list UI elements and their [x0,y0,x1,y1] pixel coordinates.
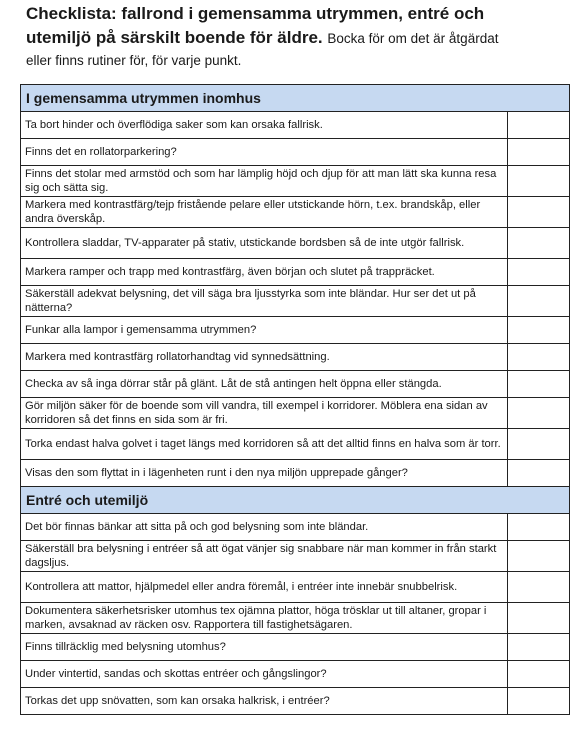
checklist-row [21,398,570,429]
checklist-row [21,688,570,715]
checkbox-cell[interactable] [507,344,569,371]
checklist-row [21,661,570,688]
checkbox-cell[interactable] [507,139,569,166]
checklist-item-text: Checka av så inga dörrar står på glänt. Låt de stå antingen helt öppna eller stängda. [21,371,508,398]
checkbox-cell[interactable] [507,541,569,572]
checkbox-cell[interactable] [507,603,569,634]
section-header-outdoor [21,487,570,514]
checklist-item-text: Säkerställ bra belysning i entréer så att ögat vänjer sig snabbare när man kommer in från starkt dagsljus. [21,541,508,572]
checklist-item-text: Finns tillräcklig med belysning utomhus? [21,634,508,661]
checklist-item-text: Det bör finnas bänkar att sitta på och god belysning som inte bländar. [21,514,508,541]
checklist-row [21,572,570,603]
checkbox-cell[interactable] [507,371,569,398]
checklist-item-text: Finns det stolar med armstöd och som har lämplig höjd och djup för att man lätt ska kunna resa sig och sätta sig. [21,166,508,197]
instruction-text-continued: eller finns rutiner för, för varje punkt. [26,53,242,68]
checkbox-cell[interactable] [507,429,569,460]
title-line-2 [26,26,566,51]
checklist-item-text: Torkas det upp snövatten, som kan orsaka halkrisk, i entréer? [21,688,508,715]
document-header [26,2,566,71]
checklist-row [21,460,570,487]
instruction-text: Bocka för om det är åtgärdat [327,31,499,46]
checkbox-cell[interactable] [507,398,569,429]
checklist-item-text: Torka endast halva golvet i taget längs med korridoren så att det alltid finns en halva som är torr. [21,429,508,460]
checklist-row [21,514,570,541]
checklist-row [21,139,570,166]
section-title: I gemensamma utrymmen inomhus [21,85,570,112]
checklist-row [21,429,570,460]
checkbox-cell[interactable] [507,259,569,286]
checklist-row [21,197,570,228]
checklist-item-text: Kontrollera att mattor, hjälpmedel eller andra föremål, i entréer inte innebär snubbelrisk. [21,572,508,603]
checkbox-cell[interactable] [507,197,569,228]
checklist-row [21,112,570,139]
checkbox-cell[interactable] [507,460,569,487]
checklist-row [21,371,570,398]
checklist-item-text: Markera med kontrastfärg rollatorhandtag vid synnedsättning. [21,344,508,371]
title-line-1: Checklista: fallrond i gemensamma utrymmen, entré och [26,4,485,23]
checkbox-cell[interactable] [507,514,569,541]
checklist-row [21,286,570,317]
checklist-item-text: Dokumentera säkerhetsrisker utomhus tex ojämna plattor, höga trösklar ut till altaner, gropar i marken, avsaknad av räcken osv. Rapportera till fastighetsägaren. [21,603,508,634]
checkbox-cell[interactable] [507,634,569,661]
checklist-row [21,259,570,286]
checklist-row [21,317,570,344]
checklist-row [21,166,570,197]
checklist-item-text: Visas den som flyttat in i lägenheten runt i den nya miljön upprepade gånger? [21,460,508,487]
checklist-table [20,84,570,715]
checkbox-cell[interactable] [507,112,569,139]
section-header-indoor [21,85,570,112]
checklist-row [21,344,570,371]
checklist-item-text: Gör miljön säker för de boende som vill vandra, till exempel i korridorer. Möblera ena sidan av korridoren så det finns en sida som är fri. [21,398,508,429]
checklist-row [21,228,570,259]
checkbox-cell[interactable] [507,317,569,344]
checklist-item-text: Markera ramper och trapp med kontrastfärg, även början och slutet på trappräcket. [21,259,508,286]
checklist-item-text: Säkerställ adekvat belysning, det vill säga bra ljusstyrka som inte bländar. Hur ser det ut på nätterna? [21,286,508,317]
checklist-item-text: Funkar alla lampor i gemensamma utrymmen? [21,317,508,344]
checkbox-cell[interactable] [507,166,569,197]
checkbox-cell[interactable] [507,228,569,259]
title-text: utemiljö på särskilt boende för äldre. [26,28,323,47]
checklist-row [21,634,570,661]
checklist-item-text: Markera med kontrastfärg/tejp fristående pelare eller utstickande hörn, t.ex. brandskåp, eller andra överskåp. [21,197,508,228]
checklist-item-text: Kontrollera sladdar, TV-apparater på stativ, utstickande bordsben så de inte utgör fallrisk. [21,228,508,259]
checkbox-cell[interactable] [507,286,569,317]
checklist-row [21,541,570,572]
checklist-item-text: Finns det en rollatorparkering? [21,139,508,166]
section-title: Entré och utemiljö [21,487,570,514]
checkbox-cell[interactable] [507,661,569,688]
checkbox-cell[interactable] [507,688,569,715]
checklist-item-text: Under vintertid, sandas och skottas entréer och gångslingor? [21,661,508,688]
checklist-item-text: Ta bort hinder och överflödiga saker som kan orsaka fallrisk. [21,112,508,139]
checkbox-cell[interactable] [507,572,569,603]
checklist-row [21,603,570,634]
